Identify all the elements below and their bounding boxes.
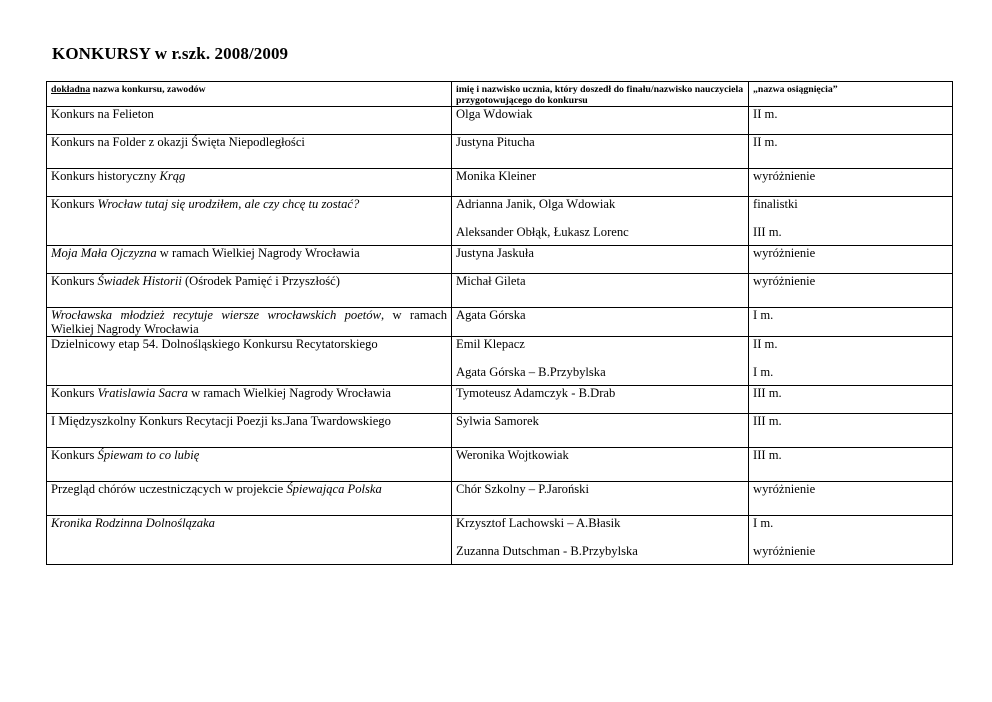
- achievements: [749, 516, 953, 565]
- table-row: [47, 135, 953, 169]
- student-name: Monika Kleiner: [452, 169, 749, 197]
- contest-name-text: Konkurs: [51, 386, 98, 400]
- contest-name: [47, 274, 452, 308]
- contest-name-italic: Kronika Rodzinna Dolnoślązaka: [51, 516, 215, 530]
- contest-name-italic: Krąg: [159, 169, 186, 183]
- contest-name: [47, 448, 452, 482]
- student-name: Aleksander Obłąk, Łukasz Lorenc: [456, 225, 629, 239]
- student-name: Michał Gileta: [452, 274, 749, 308]
- achievement: wyróżnienie: [749, 482, 953, 516]
- table-row: [47, 482, 953, 516]
- student-name: Agata Górska – B.Przybylska: [456, 365, 606, 379]
- header-achievement: „nazwa osiągnięcia”: [749, 82, 953, 107]
- contest-name: [47, 386, 452, 414]
- achievement: II m.: [749, 107, 953, 135]
- achievement: II m.: [749, 135, 953, 169]
- student-name: Agata Górska: [452, 308, 749, 337]
- student-names: [452, 197, 749, 246]
- table-header-row: [47, 82, 953, 107]
- achievement: III m.: [749, 448, 953, 482]
- achievement: I m.: [753, 516, 774, 530]
- table-row: [47, 386, 953, 414]
- table-row: [47, 448, 953, 482]
- student-name: Emil Klepacz: [456, 337, 525, 351]
- contest-name-italic: Śpiewająca Polska: [286, 482, 382, 496]
- contest-name-italic: Wrocławska młodzież recytuje wiersze wrocławskich poetów: [51, 308, 381, 322]
- header-student: imię i nazwisko ucznia, który doszedł do finału/nazwisko nauczyciela przygotowującego do konkursu: [452, 82, 749, 107]
- achievement: wyróżnienie: [749, 169, 953, 197]
- student-name: Sylwia Samorek: [452, 414, 749, 448]
- achievements: [749, 337, 953, 386]
- contest-name: [47, 308, 452, 337]
- table-row: [47, 169, 953, 197]
- contest-name: Dzielnicowy etap 54. Dolnośląskiego Konkursu Recytatorskiego: [47, 337, 452, 386]
- contest-name: [47, 482, 452, 516]
- student-name: Justyna Pitucha: [452, 135, 749, 169]
- contest-name-italic: Moja Mała Ojczyzna: [51, 246, 157, 260]
- achievement: III m.: [749, 386, 953, 414]
- student-name: Krzysztof Lachowski – A.Błasik: [456, 516, 621, 530]
- contest-name-text: Konkurs: [51, 197, 98, 211]
- contest-name-italic: Śpiewam to co lubię: [97, 448, 200, 462]
- header-contest-name: [47, 82, 452, 107]
- contest-name-text: Konkurs: [51, 274, 98, 288]
- contest-name: [47, 246, 452, 274]
- contest-name-text: w ramach Wielkiej Nagrody Wrocławia: [156, 246, 360, 260]
- header-underlined-word: dokładna: [51, 84, 91, 95]
- achievement: III m.: [753, 225, 782, 239]
- contest-name: I Międzyszkolny Konkurs Recytacji Poezji ks.Jana Twardowskiego: [47, 414, 452, 448]
- contest-name: Konkurs na Felieton: [47, 107, 452, 135]
- achievement: II m.: [753, 337, 778, 351]
- table-row: [47, 414, 953, 448]
- contest-name: Konkurs na Folder z okazji Święta Niepodległości: [47, 135, 452, 169]
- achievement: I m.: [749, 308, 953, 337]
- table-row: [47, 308, 953, 337]
- student-name: Justyna Jaskuła: [452, 246, 749, 274]
- contest-name-text: , w ramach Wielkiej Nagrody Wrocławia: [51, 308, 447, 336]
- achievements: [749, 197, 953, 246]
- table-row: [47, 274, 953, 308]
- table-row: [47, 197, 953, 246]
- table-row: [47, 337, 953, 386]
- contest-name-italic: Świadek Historii: [97, 274, 182, 288]
- contest-name-text: Konkurs: [51, 448, 98, 462]
- contest-name: [47, 197, 452, 246]
- student-name: Adrianna Janik, Olga Wdowiak: [456, 197, 616, 211]
- table-row: [47, 516, 953, 565]
- achievement: III m.: [749, 414, 953, 448]
- contest-name-text: w ramach Wielkiej Nagrody Wrocławia: [187, 386, 392, 400]
- contest-name-italic: Wrocław tutaj się urodziłem, ale czy chcę tu zostać?: [97, 197, 360, 211]
- contest-name: [47, 169, 452, 197]
- contest-name-text: Konkurs historyczny: [51, 169, 160, 183]
- header-contest-name-rest: nazwa konkursu, zawodów: [90, 84, 206, 95]
- student-names: [452, 337, 749, 386]
- student-name: Weronika Wojtkowiak: [452, 448, 749, 482]
- student-name: Zuzanna Dutschman - B.Przybylska: [456, 544, 638, 558]
- page-title: KONKURSY w r.szk. 2008/2009: [52, 44, 289, 63]
- contest-name: [47, 516, 452, 565]
- student-name: Tymoteusz Adamczyk - B.Drab: [452, 386, 749, 414]
- achievement: I m.: [753, 365, 774, 379]
- achievement: wyróżnienie: [749, 274, 953, 308]
- student-name: Chór Szkolny – P.Jaroński: [452, 482, 749, 516]
- contest-name-text: Przegląd chórów uczestniczących w projekcie: [51, 482, 287, 496]
- table-row: [47, 107, 953, 135]
- achievement: wyróżnienie: [749, 246, 953, 274]
- achievement: wyróżnienie: [753, 544, 816, 558]
- contest-name-text: (Ośrodek Pamięć i Przyszłość): [181, 274, 340, 288]
- achievement: finalistki: [753, 197, 798, 211]
- contest-name-italic: Vratislawia Sacra: [97, 386, 188, 400]
- student-name: Olga Wdowiak: [452, 107, 749, 135]
- student-names: [452, 516, 749, 565]
- contests-table: [46, 81, 953, 565]
- table-row: [47, 246, 953, 274]
